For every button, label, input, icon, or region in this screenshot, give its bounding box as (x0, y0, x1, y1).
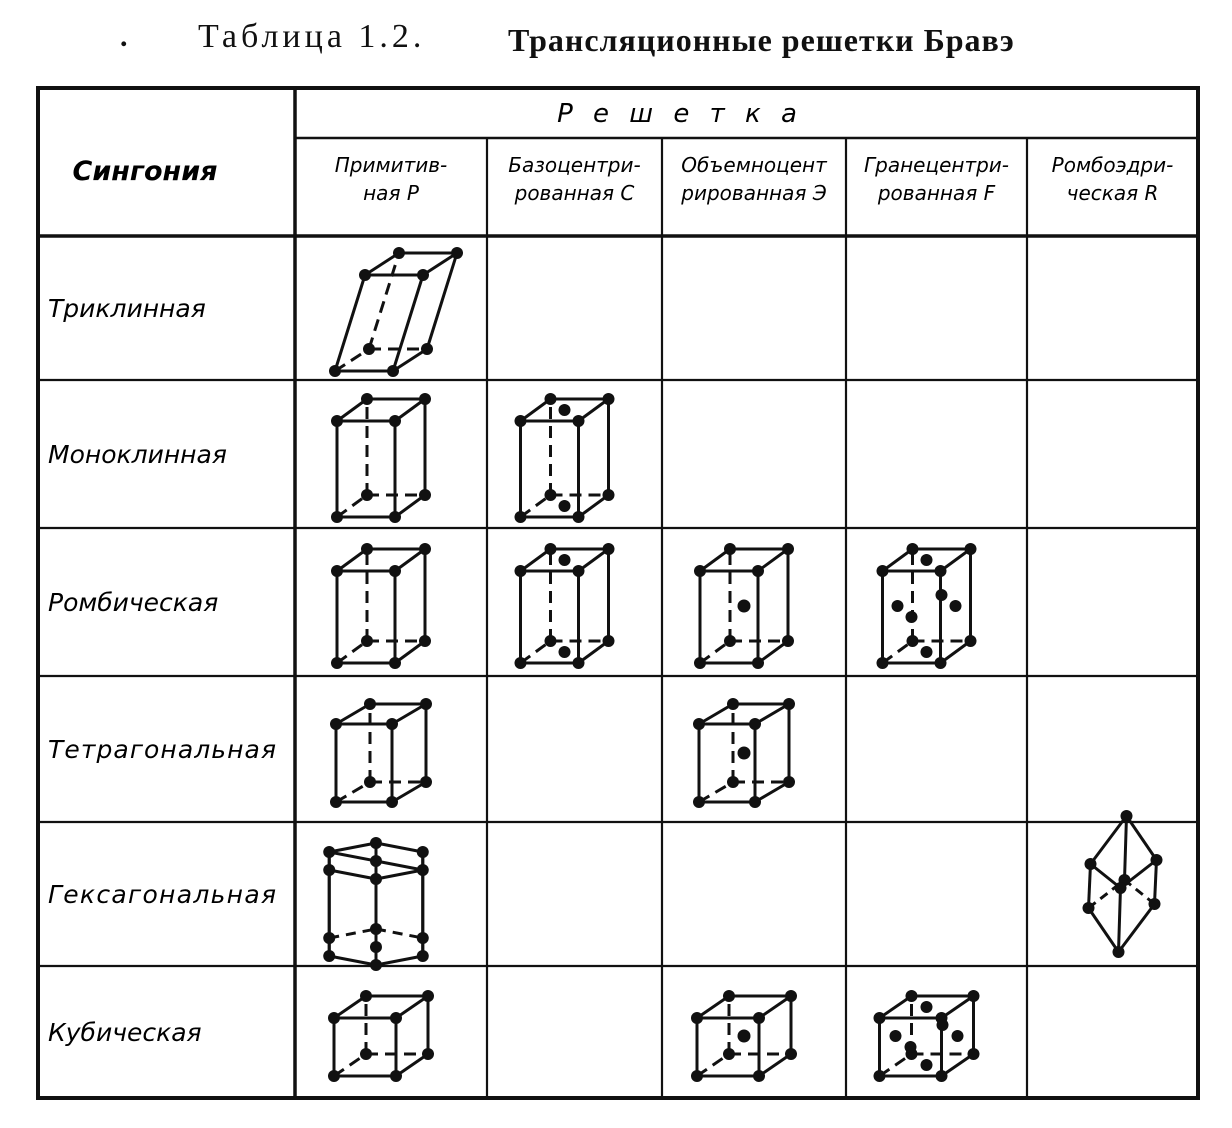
lattice-figure (694, 543, 794, 669)
lattice-point (559, 554, 571, 566)
lattice-point (752, 657, 764, 669)
syngony-header: Сингония (72, 156, 218, 187)
lattice-point (419, 489, 431, 501)
lattice-point (331, 657, 343, 669)
caption-label: Таблица 1.2. (198, 18, 426, 55)
column-header-line1: Примитив- (334, 153, 448, 177)
lattice-point (419, 543, 431, 555)
lattice-point (370, 837, 382, 849)
lattice-point (603, 393, 615, 405)
cell-edge (329, 843, 376, 852)
lattice-point (363, 343, 375, 355)
lattice-point (603, 543, 615, 555)
lattice-point (422, 1048, 434, 1060)
lattice-point (785, 990, 797, 1002)
lattice-point (330, 796, 342, 808)
lattice-point (693, 718, 705, 730)
lattice-point (422, 990, 434, 1002)
column-header-line1: Базоцентри- (508, 153, 641, 177)
lattice-point (370, 959, 382, 971)
lattice-point (907, 543, 919, 555)
cell-edge (1125, 816, 1127, 880)
column-header-line2: ческая R (1066, 181, 1159, 205)
lattice-point (603, 635, 615, 647)
lattice-point (921, 1059, 933, 1071)
lattice-point (323, 932, 335, 944)
lattice-point (420, 698, 432, 710)
lattice-point (905, 1041, 917, 1053)
column-header-line2: ная P (363, 181, 419, 205)
lattice-point (323, 864, 335, 876)
column-header-line1: Объемноцент (681, 153, 827, 177)
lattice-figure (515, 543, 615, 669)
lattice-point (515, 511, 527, 523)
lattice-point (783, 698, 795, 710)
lattice-point (361, 489, 373, 501)
column-header (335, 153, 447, 205)
lattice-header: Р е ш е т к а (557, 99, 803, 129)
lattice-point (965, 543, 977, 555)
cell-edge (335, 275, 365, 371)
lattice-point (603, 489, 615, 501)
hidden-edge (369, 253, 399, 349)
lattice-point (738, 1030, 751, 1043)
lattice-point (691, 1012, 703, 1024)
lattice-point (782, 543, 794, 555)
lattice-point (361, 635, 373, 647)
lattice-point (419, 635, 431, 647)
lattice-point (545, 635, 557, 647)
lattice-point (874, 1070, 886, 1082)
lattice-figure (515, 393, 615, 523)
column-header-line1: Ромбоэдри- (1051, 153, 1174, 177)
lattice-point (727, 776, 739, 788)
column-header-line1: Гранецентри- (863, 153, 1010, 177)
lattice-point (370, 873, 382, 885)
lattice-figure (693, 698, 795, 808)
lattice-point (877, 565, 889, 577)
lattice-point (545, 543, 557, 555)
lattice-point (724, 543, 736, 555)
lattice-point (936, 589, 948, 601)
lattice-point (693, 796, 705, 808)
lattice-point (390, 1012, 402, 1024)
lattice-figure (328, 990, 434, 1082)
lattice-point (935, 657, 947, 669)
lattice-point (323, 846, 335, 858)
cell-edge (1119, 904, 1155, 952)
lattice-point (331, 511, 343, 523)
lattice-point (559, 500, 571, 512)
lattice-point (331, 415, 343, 427)
lattice-point (749, 718, 761, 730)
lattice-point (738, 747, 751, 760)
column-header-line2: рованная F (877, 181, 996, 205)
lattice-point (723, 990, 735, 1002)
row-headers (48, 294, 276, 1047)
lattice-point (937, 1019, 949, 1031)
lattice-point (417, 269, 429, 281)
lattice-point (417, 846, 429, 858)
lattice-point (921, 1001, 933, 1013)
lattice-point (723, 1048, 735, 1060)
lattice-point (545, 393, 557, 405)
caption-bullet: . (120, 20, 128, 53)
lattice-point (328, 1012, 340, 1024)
lattice-point (935, 565, 947, 577)
cell-edge (1089, 908, 1119, 952)
lattice-point (361, 543, 373, 555)
lattice-point (390, 1070, 402, 1082)
lattice-point (1121, 810, 1133, 822)
lattice-point (559, 404, 571, 416)
cell-edge (1155, 860, 1157, 904)
syngony-name: Гексагональная (48, 880, 276, 909)
lattice-point (559, 646, 571, 658)
syngony-name: Ромбическая (48, 588, 219, 617)
lattice-point (952, 1030, 964, 1042)
lattice-point (359, 269, 371, 281)
lattice-point (965, 635, 977, 647)
syngony-name: Моноклинная (48, 440, 227, 469)
lattice-figure (329, 247, 463, 377)
lattice-figure (331, 543, 431, 669)
lattice-figure (874, 990, 980, 1082)
lattice-point (328, 1070, 340, 1082)
lattice-point (890, 1030, 902, 1042)
lattice-point (360, 1048, 372, 1060)
lattice-point (364, 776, 376, 788)
lattice-point (907, 635, 919, 647)
lattice-point (1115, 882, 1127, 894)
lattice-point (892, 600, 904, 612)
lattice-figure (691, 990, 797, 1082)
lattice-point (545, 489, 557, 501)
lattice-point (752, 565, 764, 577)
lattice-point (515, 415, 527, 427)
lattice-point (364, 698, 376, 710)
lattice-point (1083, 902, 1095, 914)
lattice-point (386, 796, 398, 808)
lattice-figure (1083, 810, 1163, 958)
lattice-point (874, 1012, 886, 1024)
lattice-point (386, 718, 398, 730)
lattice-point (724, 635, 736, 647)
lattice-point (573, 415, 585, 427)
lattice-figure (877, 543, 977, 669)
lattice-point (573, 565, 585, 577)
cell-edge (1089, 864, 1091, 908)
lattice-figure (331, 393, 431, 523)
lattice-point (331, 565, 343, 577)
cell-edge (376, 870, 423, 879)
lattice-point (370, 855, 382, 867)
cell-edge (427, 253, 457, 349)
lattice-point (323, 950, 335, 962)
lattice-figures (323, 247, 1162, 1082)
lattice-point (451, 247, 463, 259)
cell-edge (1119, 888, 1121, 952)
cell-edge (329, 956, 376, 965)
lattice-figure (330, 698, 432, 808)
lattice-point (906, 611, 918, 623)
lattice-point (389, 415, 401, 427)
column-headers (335, 153, 1174, 205)
lattice-point (1149, 898, 1161, 910)
lattice-figure (323, 837, 429, 971)
lattice-point (968, 990, 980, 1002)
cell-edge (329, 870, 376, 879)
cell-edge (1091, 816, 1127, 864)
cell-edge (376, 956, 423, 965)
cell-edge (393, 275, 423, 371)
lattice-point (921, 646, 933, 658)
lattice-point (1113, 946, 1125, 958)
lattice-point (370, 923, 382, 935)
hidden-edge (376, 929, 423, 938)
syngony-name: Триклинная (48, 294, 206, 323)
cell-edge (376, 843, 423, 852)
lattice-point (906, 990, 918, 1002)
column-header (680, 153, 828, 205)
lattice-point (968, 1048, 980, 1060)
lattice-point (749, 796, 761, 808)
lattice-point (1151, 854, 1163, 866)
lattice-point (329, 365, 341, 377)
lattice-point (389, 657, 401, 669)
lattice-point (389, 565, 401, 577)
lattice-point (738, 600, 751, 613)
lattice-point (360, 990, 372, 1002)
lattice-point (921, 554, 933, 566)
lattice-point (389, 511, 401, 523)
column-header (864, 153, 1009, 205)
lattice-point (694, 657, 706, 669)
lattice-point (420, 776, 432, 788)
lattice-point (421, 343, 433, 355)
column-header-line2: рованная C (514, 181, 635, 205)
column-header-line2: рированная Э (681, 181, 827, 205)
lattice-point (783, 776, 795, 788)
lattice-point (387, 365, 399, 377)
lattice-point (753, 1070, 765, 1082)
lattice-point (417, 950, 429, 962)
lattice-point (753, 1012, 765, 1024)
lattice-point (877, 657, 889, 669)
caption-title: Трансляционные решетки Бравэ (508, 22, 1015, 58)
lattice-point (370, 941, 382, 953)
lattice-point (573, 657, 585, 669)
column-header (508, 153, 640, 205)
lattice-point (417, 932, 429, 944)
lattice-point (417, 864, 429, 876)
lattice-point (936, 1070, 948, 1082)
lattice-point (515, 657, 527, 669)
lattice-point (727, 698, 739, 710)
lattice-point (1085, 858, 1097, 870)
lattice-point (361, 393, 373, 405)
lattice-point (694, 565, 706, 577)
hidden-edge (329, 929, 376, 938)
lattice-point (330, 718, 342, 730)
column-header (1052, 153, 1174, 205)
lattice-point (691, 1070, 703, 1082)
syngony-name: Тетрагональная (48, 735, 276, 764)
syngony-name: Кубическая (48, 1018, 202, 1047)
lattice-point (393, 247, 405, 259)
lattice-point (950, 600, 962, 612)
lattice-point (785, 1048, 797, 1060)
lattice-point (419, 393, 431, 405)
lattice-point (515, 565, 527, 577)
lattice-point (573, 511, 585, 523)
lattice-point (782, 635, 794, 647)
